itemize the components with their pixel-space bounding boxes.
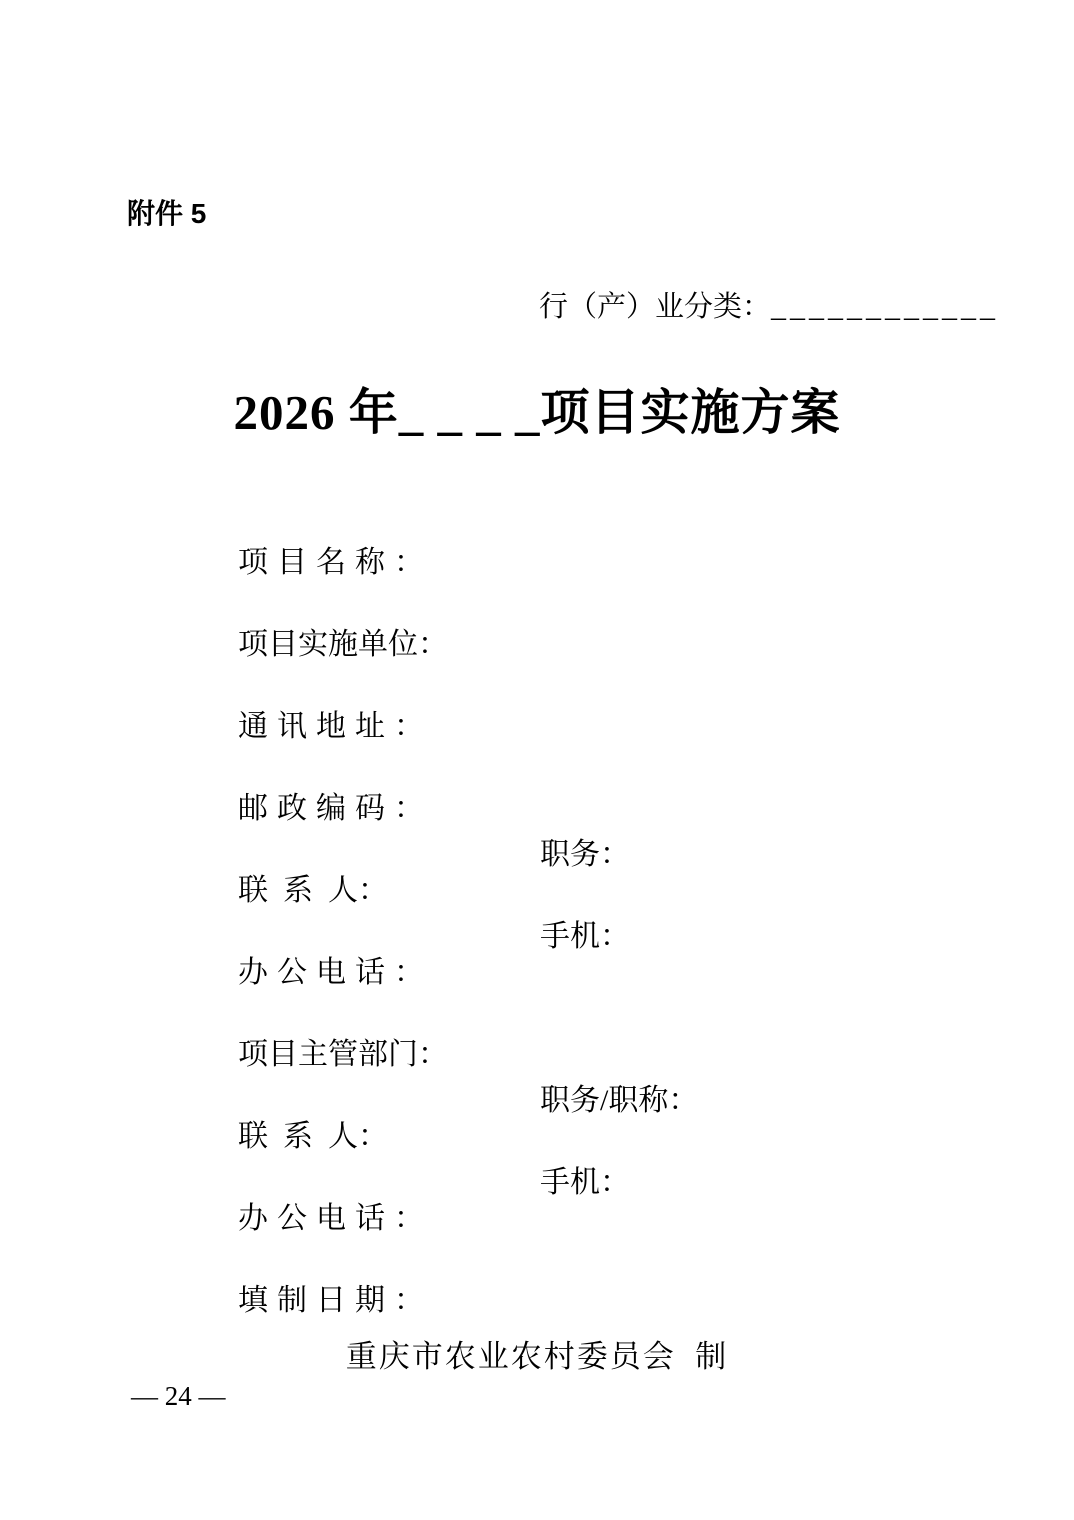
document-title: 2026 年_ _ _ _项目实施方案 bbox=[233, 385, 841, 440]
industry-classification-line bbox=[510, 251, 999, 358]
field-office-phone-2-label: 办公电话： bbox=[238, 1202, 433, 1235]
field-office-phone-1-label: 办公电话： bbox=[238, 956, 433, 989]
field-mailing-address-label: 通讯地址： bbox=[238, 710, 433, 743]
field-contact-person-2-label: 联 系 人： bbox=[238, 1120, 388, 1153]
field-mobile-2-label: 手机： bbox=[540, 1166, 630, 1199]
form-row-supervising-department bbox=[193, 1001, 953, 1083]
field-mobile-1-label: 手机： bbox=[540, 920, 630, 953]
field-position-1-label: 职务： bbox=[540, 838, 630, 871]
field-implementing-unit-label: 项目实施单位： bbox=[238, 628, 448, 661]
field-postal-code-label: 邮政编码： bbox=[238, 792, 433, 825]
form-row-mailing-address bbox=[193, 673, 953, 755]
issuer-line: 重庆市农业农村委员会 制 bbox=[345, 1339, 729, 1374]
form-row-implementing-unit bbox=[193, 591, 953, 673]
cover-form bbox=[193, 509, 953, 1329]
field-project-name-label: 项目名称： bbox=[238, 546, 433, 579]
form-row-office-phone-2 bbox=[193, 1165, 953, 1247]
form-row-office-phone-1 bbox=[193, 919, 953, 1001]
form-row-postal-code bbox=[193, 755, 953, 837]
form-row-fill-date bbox=[193, 1247, 953, 1329]
form-row-project-name bbox=[193, 509, 953, 591]
industry-classification-blank: ____________ bbox=[771, 290, 1000, 323]
attachment-number: 附件 5 bbox=[127, 198, 207, 229]
form-row-contact-person-1 bbox=[193, 837, 953, 919]
field-fill-date-label: 填制日期： bbox=[238, 1284, 433, 1317]
form-row-contact-person-2 bbox=[193, 1083, 953, 1165]
industry-classification-label: 行（产）业分类： bbox=[539, 291, 772, 323]
field-contact-person-1-label: 联 系 人： bbox=[238, 874, 388, 907]
field-position-title-2-label: 职务/职称： bbox=[540, 1084, 699, 1117]
page-number: — 24 — bbox=[131, 1381, 226, 1411]
field-supervising-department-label: 项目主管部门： bbox=[238, 1038, 448, 1071]
